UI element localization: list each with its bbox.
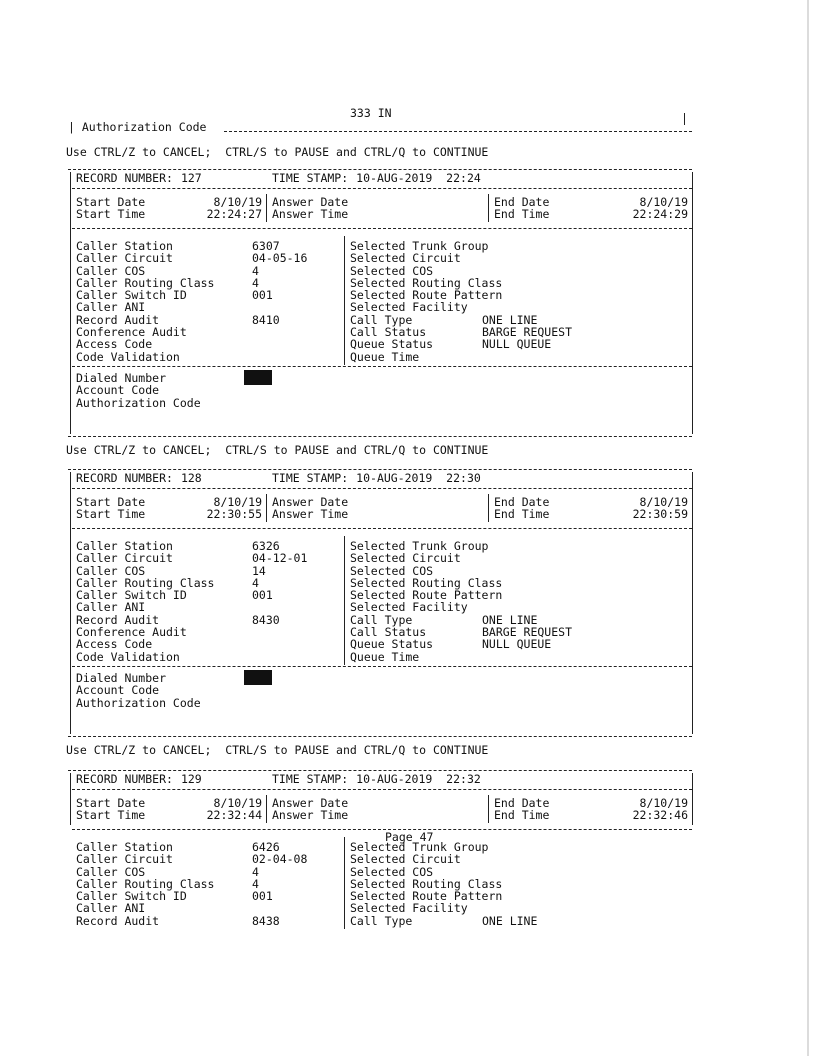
time-stamp: [272, 773, 481, 786]
end-date-value: 8/10/19: [639, 796, 688, 810]
time-stamp-value: 10-AUG-2019 22:30: [356, 471, 481, 485]
caller-field-value: 14: [252, 563, 266, 578]
dates-rule: [72, 528, 692, 529]
caller-field-label: Caller ANI: [76, 901, 146, 916]
selected-labels: [350, 240, 502, 363]
caller-field-value: [252, 638, 307, 650]
selected-field-value: [482, 601, 572, 613]
selected-field-label: Selected Facility: [350, 901, 468, 916]
fields-divider: [344, 837, 345, 929]
selected-field-value: [482, 277, 572, 289]
selected-field-label: Selected Facility: [350, 600, 468, 615]
selected-field-value: [482, 552, 572, 564]
caller-field-label: Caller Circuit: [76, 551, 173, 566]
caller-field-value: 6426: [252, 840, 280, 854]
record-number-value: 128: [180, 471, 202, 485]
selected-field-label: Queue Time: [350, 649, 420, 664]
selected-field-label: Call Type: [350, 612, 413, 627]
caller-field-value: 02-04-08: [252, 852, 308, 867]
selected-field-label: Call Type: [350, 312, 413, 327]
end-values: [608, 196, 688, 221]
selected-field-label: Selected Routing Class: [350, 575, 503, 590]
start-date-label: Start Date: [76, 195, 146, 209]
caller-field-value: [252, 902, 307, 914]
selected-field-label: Selected Route Pattern: [350, 889, 503, 904]
selected-field-value: BARGE REQUEST: [482, 325, 573, 340]
start-time-label: Start Time: [76, 207, 146, 222]
caller-field-label: Access Code: [76, 637, 153, 652]
end-values: [608, 496, 688, 521]
time-stamp-label: TIME STAMP:: [272, 471, 349, 485]
selected-field-label: Selected Trunk Group: [350, 539, 489, 553]
caller-labels: [76, 240, 214, 363]
selected-field-label: Queue Status: [350, 637, 434, 652]
end-date-value: 8/10/19: [639, 195, 688, 209]
date-divider-2: [488, 194, 489, 222]
selected-field-value: NULL QUEUE: [482, 637, 552, 652]
record-right-border: [692, 472, 693, 734]
fields-divider: [344, 236, 345, 365]
end-values: [608, 797, 688, 822]
record-right-border: [692, 773, 693, 825]
record-number: [76, 172, 202, 185]
record-block: [72, 472, 692, 734]
start-time-value: 22:24:27: [206, 207, 262, 222]
selected-field-value: [482, 841, 537, 853]
caller-field-label: Caller Switch ID: [76, 889, 187, 904]
selected-field-value: [482, 265, 572, 277]
dialed-field-label: Dialed Number: [76, 371, 167, 385]
header-rule: [72, 789, 692, 790]
header-rule: [72, 488, 692, 489]
caller-field-label: Caller COS: [76, 263, 146, 278]
dates-rule: [72, 829, 692, 830]
selected-field-label: Call Status: [350, 325, 427, 340]
caller-field-label: Caller ANI: [76, 300, 146, 315]
date-divider-1: [266, 494, 267, 522]
caller-values: [252, 240, 307, 363]
record-number-value: 129: [180, 772, 202, 786]
dialed-labels: [76, 672, 201, 709]
time-stamp-value: 10-AUG-2019 22:24: [356, 171, 481, 185]
dialed-field-label: Account Code: [76, 683, 160, 698]
time-stamp-value: 10-AUG-2019 22:32: [356, 772, 481, 786]
caller-field-label: Record Audit: [76, 312, 160, 327]
caller-values: [252, 841, 307, 927]
record-left-border: [70, 172, 71, 434]
selected-field-label: Selected Routing Class: [350, 876, 503, 891]
record-top-rule: [68, 169, 692, 170]
end-time-value: 22:32:46: [632, 808, 688, 823]
selected-field-value: [482, 577, 572, 589]
selected-field-value: [482, 589, 572, 601]
end-date-label: End Date: [494, 796, 550, 810]
record-right-border: [692, 172, 693, 434]
selected-field-label: Selected Route Pattern: [350, 288, 503, 303]
selected-field-value: [482, 866, 537, 878]
answer-date-label: Answer Date: [272, 495, 349, 509]
caller-field-value: [252, 326, 307, 338]
selected-field-label: Selected COS: [350, 864, 434, 879]
selected-field-value: [482, 853, 537, 865]
answer-block: [272, 496, 348, 521]
record-top-rule: [68, 469, 692, 470]
caller-labels: [76, 540, 214, 663]
answer-time-label: Answer Time: [272, 808, 349, 823]
caller-field-label: Record Audit: [76, 612, 160, 627]
start-time-value: 22:32:44: [206, 808, 262, 823]
selected-field-value: [482, 289, 572, 301]
date-divider-1: [266, 194, 267, 222]
selected-field-value: ONE LINE: [482, 312, 538, 327]
start-values: [176, 797, 262, 822]
selected-field-value: [482, 540, 572, 552]
selected-field-value: ONE LINE: [482, 913, 538, 928]
dialed-field-label: Account Code: [76, 383, 160, 398]
selected-field-value: [482, 565, 572, 577]
record-number-label: RECORD NUMBER:: [76, 772, 173, 786]
top-authorization-code: | Authorization Code: [68, 120, 207, 134]
selected-field-label: Queue Status: [350, 337, 434, 352]
dialed-field-label: Dialed Number: [76, 671, 167, 685]
selected-field-value: [482, 890, 537, 902]
dialed-field-label: Authorization Code: [76, 395, 201, 410]
end-block: [494, 496, 549, 521]
cancel-line: Use CTRL/Z to CANCEL; CTRL/S to PAUSE and CTRL/Q to CONTINUE: [66, 443, 489, 457]
record-top-rule: [68, 770, 692, 771]
answer-block: [272, 196, 348, 221]
start-block: [76, 496, 145, 521]
caller-field-value: 4: [252, 876, 259, 891]
start-time-label: Start Time: [76, 507, 146, 522]
end-time-label: End Time: [494, 207, 550, 222]
caller-field-value: 4: [252, 275, 259, 290]
selected-field-value: [482, 301, 572, 313]
caller-field-value: 6326: [252, 539, 280, 553]
caller-field-label: Caller Routing Class: [76, 575, 215, 590]
caller-field-value: 001: [252, 288, 273, 303]
caller-field-label: Code Validation: [76, 349, 180, 364]
selected-values: [482, 240, 572, 363]
answer-time-label: Answer Time: [272, 207, 349, 222]
selected-values: [482, 841, 537, 927]
selected-field-label: Queue Time: [350, 349, 420, 364]
caller-values: [252, 540, 307, 663]
caller-field-label: Caller Switch ID: [76, 288, 187, 303]
selected-field-value: [482, 651, 572, 663]
record-number-value: 127: [180, 171, 202, 185]
end-date-label: End Date: [494, 195, 550, 209]
start-values: [176, 196, 262, 221]
record-number-label: RECORD NUMBER:: [76, 471, 173, 485]
cancel-line: Use CTRL/Z to CANCEL; CTRL/S to PAUSE and CTRL/Q to CONTINUE: [66, 743, 489, 757]
caller-field-value: 04-12-01: [252, 551, 308, 566]
selected-field-label: Call Status: [350, 625, 427, 640]
dialed-labels: [76, 372, 201, 409]
caller-field-label: Caller Station: [76, 239, 173, 253]
selected-field-value: [482, 902, 537, 914]
fields-rule: [72, 366, 692, 367]
caller-field-value: 8430: [252, 612, 280, 627]
selected-field-label: Selected Circuit: [350, 852, 461, 867]
dates-rule: [72, 228, 692, 229]
caller-field-value: 4: [252, 864, 259, 879]
caller-field-label: Caller ANI: [76, 600, 146, 615]
caller-field-label: Caller Station: [76, 539, 173, 553]
caller-field-value: [252, 626, 307, 638]
caller-field-label: Caller Station: [76, 840, 173, 854]
start-date-label: Start Date: [76, 796, 146, 810]
selected-field-label: Selected COS: [350, 263, 434, 278]
start-date-value: 8/10/19: [213, 495, 262, 509]
cancel-line-1: Use CTRL/Z to CANCEL; CTRL/S to PAUSE and CTRL/Q to CONTINUE: [66, 145, 489, 159]
header-rule: [72, 188, 692, 189]
caller-field-value: [252, 338, 307, 350]
answer-block: [272, 797, 348, 822]
selected-field-value: [482, 878, 537, 890]
answer-date-label: Answer Date: [272, 796, 349, 810]
selected-field-label: Selected Circuit: [350, 551, 461, 566]
date-divider-2: [488, 795, 489, 823]
caller-field-label: Record Audit: [76, 913, 160, 928]
selected-field-label: Selected Trunk Group: [350, 239, 489, 253]
time-stamp: [272, 172, 481, 185]
caller-field-label: Conference Audit: [76, 325, 187, 340]
end-block: [494, 196, 549, 221]
top-right-tick: [684, 113, 685, 125]
caller-field-value: 4: [252, 263, 259, 278]
caller-field-value: 8438: [252, 913, 280, 928]
selected-field-label: Selected Routing Class: [350, 275, 503, 290]
page-edge: [807, 0, 809, 1056]
redacted-number: [244, 670, 272, 685]
caller-field-label: Code Validation: [76, 649, 180, 664]
fields-rule: [72, 666, 692, 667]
start-time-value: 22:30:55: [206, 507, 262, 522]
start-values: [176, 496, 262, 521]
page-number: Page 47: [385, 830, 434, 844]
selected-field-label: Selected Facility: [350, 300, 468, 315]
caller-field-value: [252, 351, 307, 363]
caller-field-label: Conference Audit: [76, 625, 187, 640]
end-time-value: 22:30:59: [632, 507, 688, 522]
end-date-value: 8/10/19: [639, 495, 688, 509]
caller-field-value: 8410: [252, 312, 280, 327]
caller-field-value: 04-05-16: [252, 251, 308, 266]
caller-field-value: 4: [252, 575, 259, 590]
date-divider-2: [488, 494, 489, 522]
end-time-value: 22:24:29: [632, 207, 688, 222]
selected-field-value: [482, 351, 572, 363]
selected-field-value: ONE LINE: [482, 612, 538, 627]
start-time-label: Start Time: [76, 808, 146, 823]
selected-field-value: NULL QUEUE: [482, 337, 552, 352]
record-bottom-rule: [68, 736, 692, 737]
caller-field-label: Caller Switch ID: [76, 588, 187, 603]
record-number: [76, 773, 202, 786]
start-date-value: 8/10/19: [213, 796, 262, 810]
time-stamp-label: TIME STAMP:: [272, 171, 349, 185]
end-time-label: End Time: [494, 808, 550, 823]
selected-labels: [350, 540, 502, 663]
answer-date-label: Answer Date: [272, 195, 349, 209]
end-block: [494, 797, 549, 822]
answer-time-label: Answer Time: [272, 507, 349, 522]
start-block: [76, 797, 145, 822]
redacted-number: [244, 370, 272, 385]
selected-field-label: Selected Route Pattern: [350, 588, 503, 603]
caller-field-label: Caller Circuit: [76, 251, 173, 266]
caller-field-value: [252, 601, 307, 613]
caller-field-label: Caller Routing Class: [76, 275, 215, 290]
date-divider-1: [266, 795, 267, 823]
caller-field-value: [252, 301, 307, 313]
record-bottom-rule: [68, 436, 692, 437]
start-block: [76, 196, 145, 221]
selected-field-label: Call Type: [350, 913, 413, 928]
caller-field-label: Caller COS: [76, 563, 146, 578]
caller-field-value: [252, 651, 307, 663]
start-date-value: 8/10/19: [213, 195, 262, 209]
caller-field-value: 001: [252, 588, 273, 603]
top-rule: [224, 131, 692, 132]
dialed-field-label: Authorization Code: [76, 695, 201, 710]
selected-labels: [350, 841, 502, 927]
caller-field-label: Caller COS: [76, 864, 146, 879]
selected-field-value: [482, 252, 572, 264]
record-block: [72, 172, 692, 434]
caller-labels: [76, 841, 214, 927]
selected-field-value: [482, 240, 572, 252]
selected-values: [482, 540, 572, 663]
caller-field-label: Access Code: [76, 337, 153, 352]
selected-field-label: Selected COS: [350, 563, 434, 578]
end-time-label: End Time: [494, 507, 550, 522]
record-number-label: RECORD NUMBER:: [76, 171, 173, 185]
selected-field-label: Selected Trunk Group: [350, 840, 489, 854]
record-left-border: [70, 472, 71, 734]
record-left-border: [70, 773, 71, 825]
time-stamp: [272, 472, 481, 485]
page-top-label: 333 IN: [350, 106, 392, 120]
end-date-label: End Date: [494, 495, 550, 509]
caller-field-label: Caller Routing Class: [76, 876, 215, 891]
time-stamp-label: TIME STAMP:: [272, 772, 349, 786]
caller-field-label: Caller Circuit: [76, 852, 173, 867]
selected-field-label: Selected Circuit: [350, 251, 461, 266]
caller-field-value: 001: [252, 889, 273, 904]
caller-field-value: 6307: [252, 239, 280, 253]
selected-field-value: BARGE REQUEST: [482, 625, 573, 640]
fields-divider: [344, 536, 345, 665]
start-date-label: Start Date: [76, 495, 146, 509]
record-number: [76, 472, 202, 485]
